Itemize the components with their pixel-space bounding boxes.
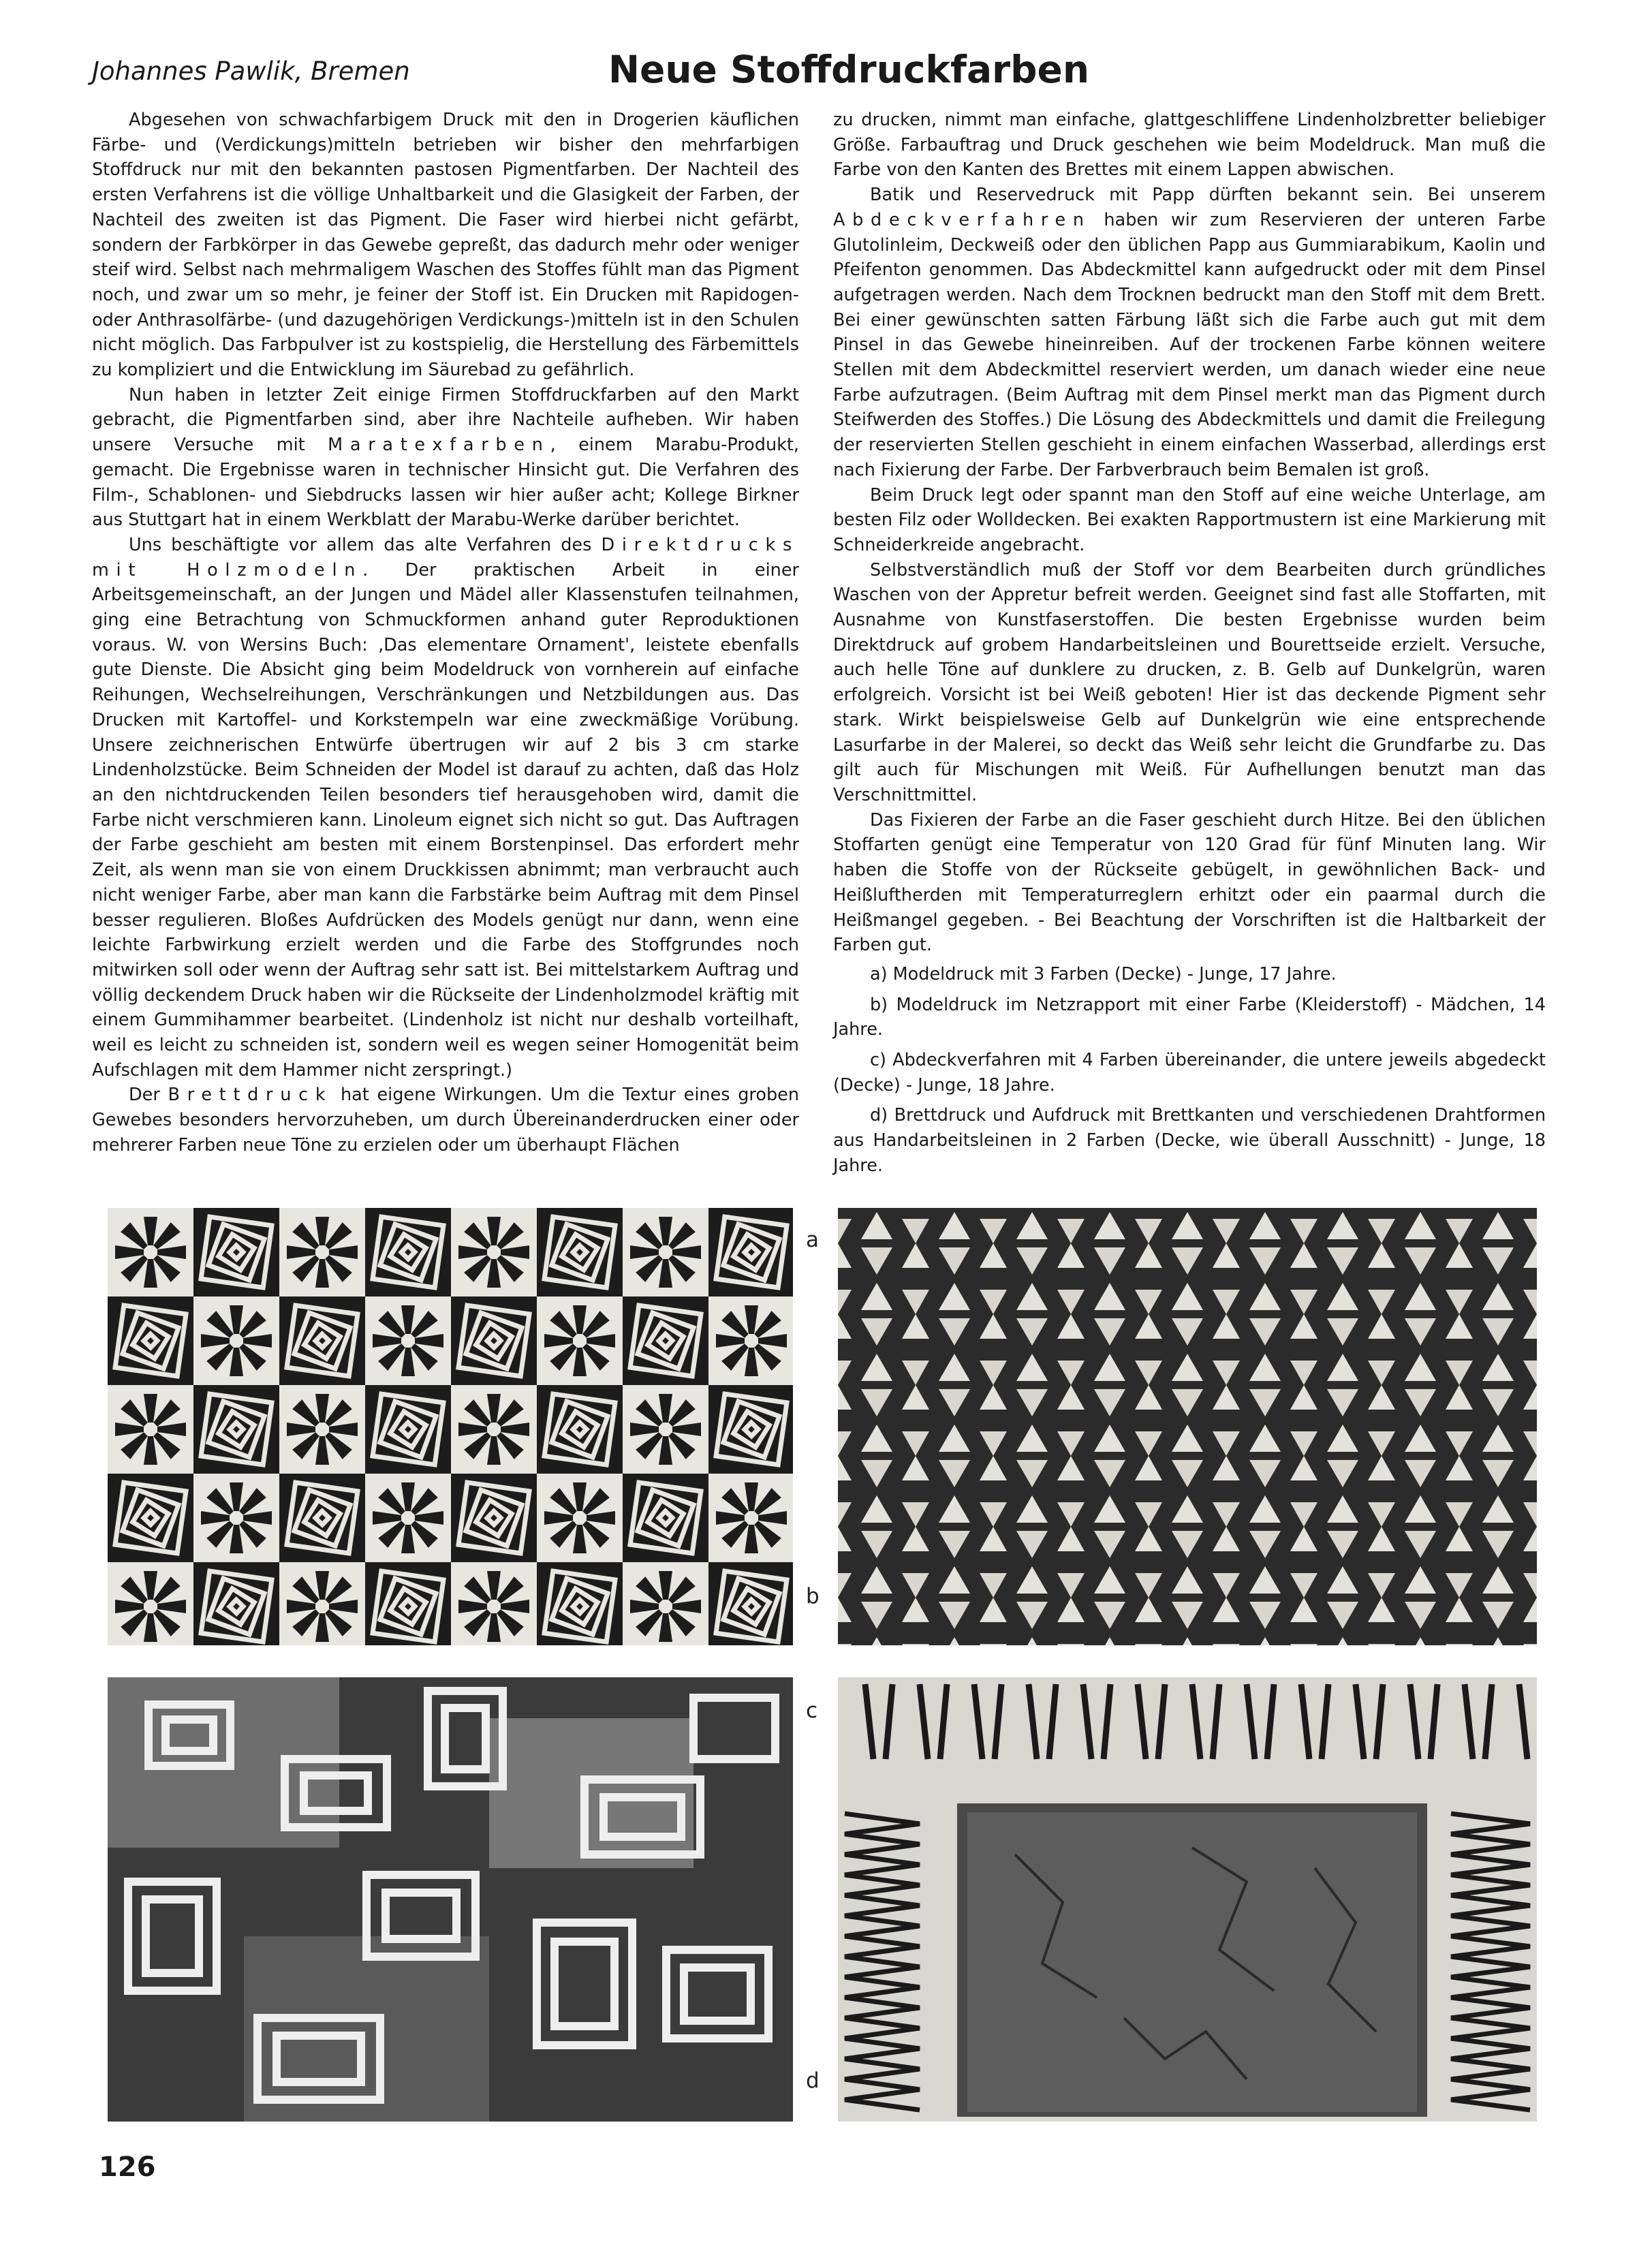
spaced-term-brettdruck: Brettdruck bbox=[168, 1085, 333, 1106]
figure-a-label: a bbox=[806, 1228, 819, 1252]
caption-c: c) Abdeckverfahren mit 4 Farben übereinander, die untere jeweils abgedeckt (Decke) - Junge, 18 Jahre. bbox=[833, 1050, 1546, 1096]
spaced-term-direktdruck: Direktdrucks mit Holzmodeln bbox=[92, 534, 799, 580]
caption-a: a) Modeldruck mit 3 Farben (Decke) - Junge, 17 Jahre. bbox=[870, 963, 1337, 984]
figure-b-label: b bbox=[806, 1584, 820, 1609]
right-paragraph-4: Selbstverständlich muß der Stoff vor dem Bearbeiten durch gründliches Waschen von der Appretur befreit werden. Geeignet sind fast alle Stoffarten, mit Ausnahme von Kunstfaserstoffen. Die besten Ergebnisse wurden beim Direktdruck auf grobem Handarbeitsleinen und Bourettseide erzielt. Versuche, auch helle Töne auf dunklere zu drucken, z. B. Gelb auf Dunkelgrün, waren erfolgreich. Vorsicht ist bei Weiß geboten! Hier ist das deckende Pigment sehr stark. Wirkt beispielsweise Gelb auf Dunkelgrün wie eine entsprechende Lasurfarbe in der Malerei, so deckt das Weiß sehr leicht die Grundfarbe zu. Das gilt auch für Mischungen mit Weiß. Für Aufhellungen benutzt man das Verschnittmittel. bbox=[833, 559, 1546, 805]
left-paragraph-3-text-a: Uns beschäftigte vor allem das alte Verfahren des bbox=[129, 534, 602, 555]
left-paragraph-2-text-a: Nun haben in letzter Zeit einige Firmen Stoffdruckfarben auf den Markt gebracht, die Pigmentfarben sind, aber ihre Nachteile aufheben. Wir haben unsere Versuche mit bbox=[92, 384, 799, 456]
right-paragraph-5: Das Fixieren der Farbe an die Faser geschieht durch Hitze. Bei den üblichen Stoffarten genügt eine Temperatur von 120 Grad für fünf Minuten lang. Wir haben die Stoffe von der Rückseite gebügelt, in gewöhnlichen Back- und Heißluftherden mit Temperaturreglern erhitzt oder ein paarmal durch die Heißmangel gegeben. - Bei Beachtung der Vorschriften ist die Haltbarkeit der Farben gut. bbox=[833, 809, 1546, 956]
right-paragraph-1: zu drucken, nimmt man einfache, glattgeschliffene Lindenholzbretter beliebiger Größe. Farbauftrag und Druck geschehen wie beim Modeldruck. Man muß die Farbe von den Kanten des Brettes mit einem Lappen abwischen. bbox=[833, 110, 1546, 181]
left-paragraph-3-text-b: . Der praktischen Arbeit in einer Arbeitsgemeinschaft, an der Jungen und Mädel aller Klassenstufen teilnahmen, ging eine Betrachtung von Schmuckformen anhand guter Reproduktionen voraus. W. von Wersins Buch: ‚Das elementare Ornament', leistete ebenfalls gute Dienste. Die Absicht ging beim Modeldruck von vornherein auf einfache Reihungen, Wechselreihungen, Verschränkungen und Netzbildungen aus. Das Drucken mit Kartoffel- und Korkstempeln war eine zweckmäßige Vorübung. Unsere zeichnerischen Entwürfe übertrugen wir auf 2 bis 3 cm starke Lindenholzstücke. Beim Schneiden der Model ist darauf zu achten, daß das Holz an den nichtdruckenden Teilen besonders tief herausgehoben wird, damit die Farbe nicht verschmieren kann. Linoleum eignet sich nicht so gut. Das Auftragen der Farbe geschieht am besten mit einem Borstenpinsel. Das erfordert mehr Zeit, als wenn man sie von einem Druckkissen abnimmt; man verbraucht auch nicht weniger Farbe, aber man kann die Farbstärke beim Auftrag mit dem Pinsel besser regulieren. Bloßes Aufdrücken des Models genügt nur dann, wenn eine leichte Farbwirkung erzielt werden und die Farbe des Stoffgrundes noch mitwirken soll oder wenn der Auftrag sehr satt ist. Bei mittelstarkem Auftrag und völlig deckendem Druck haben wir die Rückseite der Lindenholzmodel kräftig mit einem Gummihammer bearbeitet. (Lindenholz ist nicht nur deshalb vorteilhaft, weil es leicht zu schneiden ist, sondern weil es wegen seiner Homogenität beim Aufschlagen mit dem Hammer nicht zerspringt.) bbox=[92, 559, 799, 1081]
caption-b: b) Modeldruck im Netzrapport mit einer Farbe (Kleiderstoff) - Mädchen, 14 Jahre. bbox=[833, 994, 1546, 1040]
figure-d-image bbox=[838, 1677, 1537, 2122]
figure-d-label: d bbox=[806, 2068, 820, 2093]
left-paragraph-4-text-a: Der bbox=[129, 1085, 168, 1106]
left-paragraph-4-text-b: hat eigene Wirkungen. Um die Textur eines groben Gewebes besonders hervorzuheben, um durch Übereinanderdrucken einer oder mehrerer Farben neue Töne zu erzielen oder um überhaupt Flächen bbox=[92, 1085, 799, 1155]
right-paragraph-2-text-b: haben wir zum Reservieren der unteren Farbe Glutolinleim, Deckweiß oder den üblichen Papp aus Gummiarabikum, Kaolin und Pfeifenton genommen. Das Abdeckmittel kann aufgedruckt oder mit dem Pinsel aufgetragen werden. Nach dem Trocknen bedruckt man den Stoff mit dem Brett. Bei einer gewünschten satten Färbung läßt sich die Farbe auch gut mit dem Pinsel in das Gewebe hineinreiben. Auf der trockenen Farbe können weitere Stellen mit dem Abdeckmittel reserviert werden, um danach wieder eine neue Farbe aufzutragen. (Beim Auftrag mit dem Pinsel merkt man das Pigment durch Steifwerden des Stoffes.) Die Lösung des Abdeckmittels und damit die Freilegung der reservierten Stellen geschieht in einem einfachen Wasserbad, allerdings erst nach Fixierung der Farbe. Der Farbverbrauch beim Bemalen ist groß. bbox=[833, 209, 1546, 480]
page-number: 126 bbox=[99, 2152, 156, 2183]
figure-c-label: c bbox=[806, 1698, 818, 1723]
left-column bbox=[92, 108, 799, 1158]
spaced-term-maratexfarben: Maratexfarben bbox=[328, 435, 550, 456]
article-title: Neue Stoffdruckfarben bbox=[608, 48, 1090, 91]
left-paragraph-2 bbox=[92, 383, 799, 533]
right-column bbox=[833, 108, 1546, 1184]
left-paragraph-4 bbox=[92, 1083, 799, 1158]
left-paragraph-3 bbox=[92, 533, 799, 1083]
figure-a-image bbox=[108, 1208, 793, 1645]
right-paragraph-2-text-a: Batik und Reservedruck mit Papp dürften bekannt sein. Bei unserem bbox=[870, 185, 1546, 206]
right-paragraph-2 bbox=[833, 183, 1546, 482]
left-paragraph-2-text-b: , einem Marabu-Produkt, gemacht. Die Ergebnisse waren in technischer Hinsicht gut. Die Verfahren des Film-, Schablonen- und Siebdrucks lassen wir hier außer acht; Kollege Birkner aus Stuttgart hat in einem Werkblatt der Marabu-Werke darüber berichtet. bbox=[92, 435, 799, 531]
spaced-term-abdeckverfahren: Abdeckverfahren bbox=[833, 209, 1091, 230]
left-paragraph-1: Abgesehen von schwachfarbigem Druck mit den in Drogerien käuflichen Färbe- und (Verdickungs)mitteln betrieben wir bisher den mehrfarbigen Stoffdruck nur mit den bekannten pastosen Pigmentfarben. Der Nachteil des ersten Verfahrens ist die völlige Unhaltbarkeit und die Glasigkeit der Farben, der Nachteil des zweiten ist das Pigment. Die Faser wird hierbei nicht gefärbt, sondern der Farbkörper in das Gewebe gepreßt, das dadurch mehr oder weniger steif wird. Selbst nach mehrmaligem Waschen des Stoffes fühlt man das Pigment noch, und zwar um so mehr, je feiner der Stoff ist. Ein Drucken mit Rapidogen- oder Anthrasolfärbe- (und dazugehörigen Verdickungs-)mitteln ist in den Schulen nicht möglich. Das Farbpulver ist zu kostspielig, die Herstellung des Färbemittels zu kompliziert und die Entwicklung im Säurebad zu gefährlich. bbox=[92, 110, 799, 381]
author-line: Johannes Pawlik, Bremen bbox=[92, 57, 410, 86]
caption-d: d) Brettdruck und Aufdruck mit Brettkanten und verschiedenen Drahtformen aus Handarbeitsleinen in 2 Farben (Decke, wie überall Ausschnitt) - Junge, 18 Jahre. bbox=[833, 1105, 1546, 1176]
figure-b-image bbox=[838, 1208, 1537, 1645]
right-paragraph-3: Beim Druck legt oder spannt man den Stoff auf eine weiche Unterlage, am besten Filz oder Wolldecken. Bei exakten Rapportmustern ist eine Markierung mit Schneiderkreide angebracht. bbox=[833, 484, 1546, 555]
figure-c-image bbox=[108, 1677, 793, 2122]
